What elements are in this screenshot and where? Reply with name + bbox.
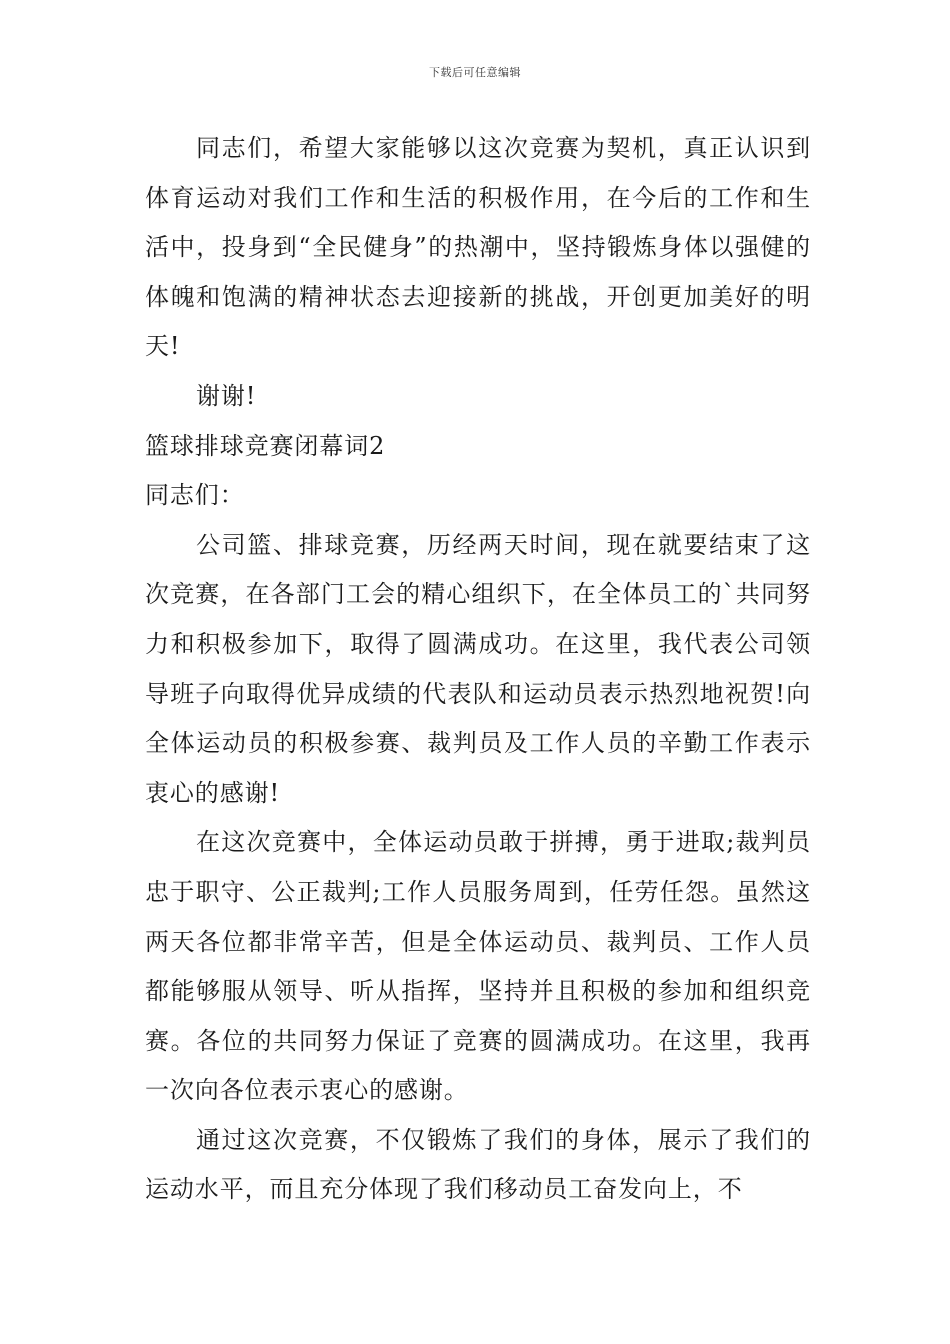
paragraph-intro: 公司篮、排球竞赛，历经两天时间，现在就要结束了这次竞赛，在各部门工会的精心组织下，在全体员工的`共同努力和积极参加下，取得了圆满成功。在这里，我代表公司领导班子向取得优异成绩的代表队和运动员表示热烈地祝贺!向全体运动员的积极参赛、裁判员及工作人员的辛勤工作表示衷心的感谢! <box>145 530 811 807</box>
page-header-note: 下载后可任意编辑 <box>429 66 521 79</box>
document-body <box>145 124 811 1215</box>
paragraph-competition: 在这次竞赛中，全体运动员敢于拼搏，勇于进取;裁判员忠于职守、公正裁判;工作人员服务周到，任劳任怨。虽然这两天各位都非常辛苦，但是全体运动员、裁判员、工作人员都能够服从领导、听从指挥，坚持并且积极的参加和组织竞赛。各位的共同努力保证了竞赛的圆满成功。在这里，我再一次向各位表示衷心的感谢。 <box>145 828 811 1105</box>
salutation: 同志们： <box>145 481 245 510</box>
paragraph-closing-wish: 同志们，希望大家能够以这次竞赛为契机，真正认识到体育运动对我们工作和生活的积极作用，在今后的工作和生活中，投身到“全民健身”的热潮中，坚持锻炼身体以强健的体魄和饱满的精神状态去迎接新的挑战，开创更加美好的明天! <box>145 134 811 361</box>
paragraph-thanks: 谢谢! <box>196 381 257 410</box>
paragraph-outcome: 通过这次竞赛，不仅锻炼了我们的身体，展示了我们的运动水平，而且充分体现了我们移动员工奋发向上，不 <box>145 1125 811 1204</box>
section-title: 篮球排球竞赛闭幕词2 <box>145 431 386 460</box>
